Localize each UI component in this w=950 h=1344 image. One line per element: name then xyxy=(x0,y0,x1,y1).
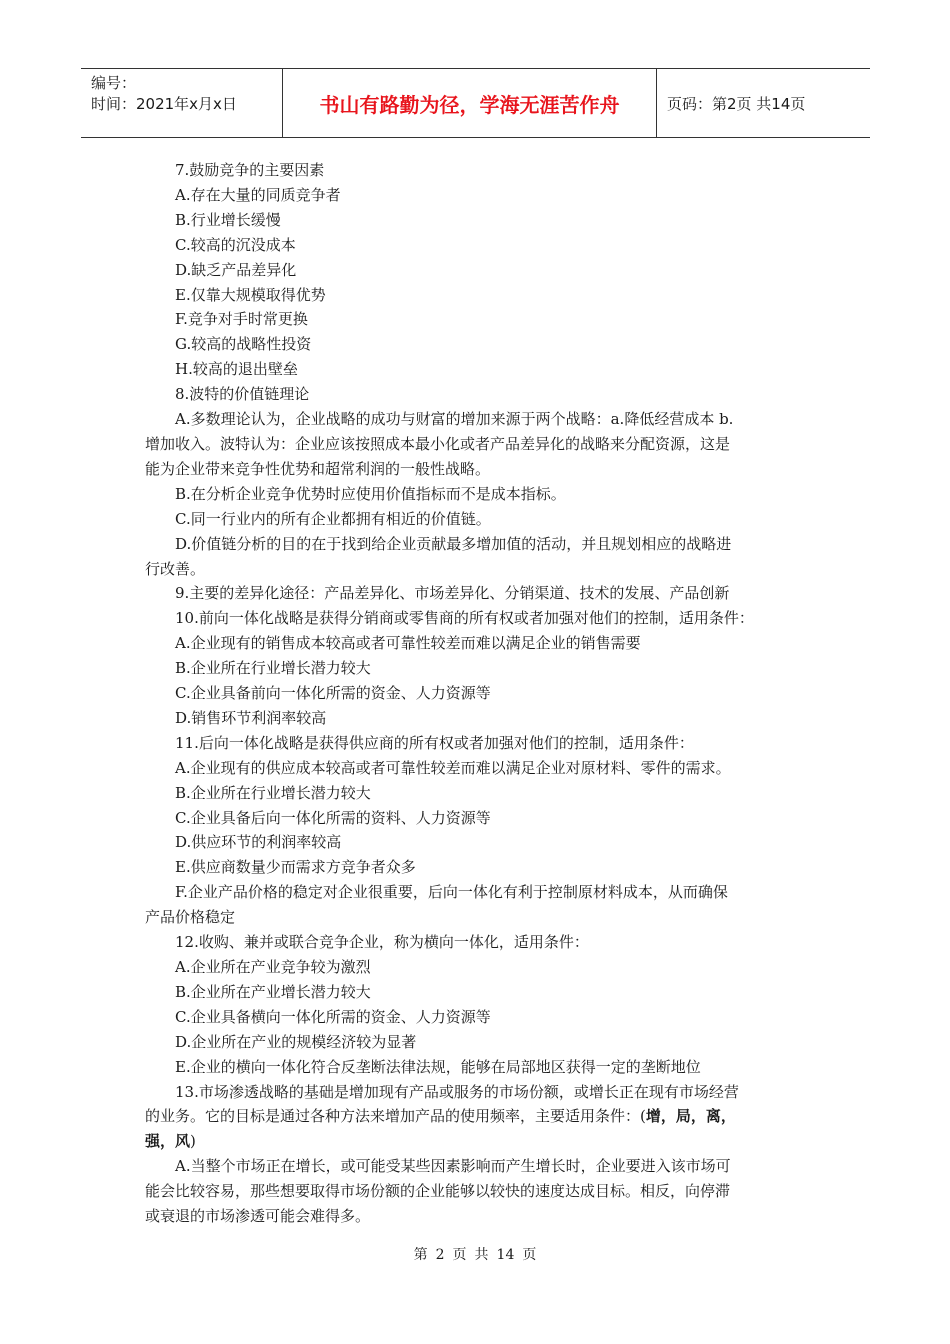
list-item: D.缺乏产品差异化 xyxy=(175,260,297,279)
list-item: A.企业现有的销售成本较高或者可靠性较差而难以满足企业的销售需要 xyxy=(175,634,641,653)
mnemonic-text: 强，风 xyxy=(145,1132,191,1151)
heading-9: 9.主要的差异化途径：产品差异化、市场差异化、分销渠道、技术的发展、产品创新 xyxy=(175,584,730,603)
footer-word: 第 xyxy=(413,1247,428,1263)
time-label: 时间：2021年x月x日 xyxy=(91,95,237,113)
page-footer xyxy=(0,1244,950,1264)
paragraph-line: 能会比较容易，那些想要取得市场份额的企业能够以较快的速度达成目标。相反，向停滞 xyxy=(145,1182,731,1201)
list-item: C.企业具备横向一体化所需的资金、人力资源等 xyxy=(175,1007,491,1026)
mnemonic-text: 增，局，离， xyxy=(645,1107,736,1126)
paragraph-line: A.当整个市场正在增长，或可能受某些因素影响而产生增长时，企业要进入该市场可 xyxy=(175,1157,731,1176)
footer-word: 页 xyxy=(522,1247,537,1263)
list-item: A.企业现有的供应成本较高或者可靠性较差而难以满足企业对原材料、零件的需求。 xyxy=(175,758,731,777)
heading-7: 7.鼓励竞争的主要因素 xyxy=(175,161,325,179)
header-motto: 书山有路勤为径，学海无涯苦作舟 xyxy=(283,69,657,137)
heading-8: 8.波特的价值链理论 xyxy=(175,385,310,404)
paragraph-line: F.企业产品价格的稳定对企业很重要，后向一体化有利于控制原材料成本，从而确保 xyxy=(175,883,728,902)
header-meta xyxy=(81,69,283,137)
heading-10: 10.前向一体化战略是获得分销商或零售商的所有权或者加强对他们的控制，适用条件： xyxy=(175,609,754,628)
text-run: 的业务。它的目标是通过各种方法来增加产品的使用频率，主要适用条件：( xyxy=(145,1107,646,1126)
paragraph-line: D.价值链分析的目的在于找到给企业贡献最多增加值的活动，并且规划相应的战略进 xyxy=(175,534,732,553)
list-item: B.企业所在行业增长潜力较大 xyxy=(175,659,371,678)
document-body xyxy=(145,158,805,1229)
list-item: C.企业具备后向一体化所需的资料、人力资源等 xyxy=(175,808,491,827)
list-item: F.竞争对手时常更换 xyxy=(175,310,308,329)
list-item: B.企业所在产业增长潜力较大 xyxy=(175,982,371,1001)
footer-word: 页 xyxy=(452,1247,467,1263)
list-item: E.供应商数量少而需求方竞争者众多 xyxy=(175,858,416,877)
paragraph-line: 增加收入。波特认为：企业应该按照成本最小化或者产品差异化的战略来分配资源，这是 xyxy=(145,434,731,453)
paragraph-line: 行改善。 xyxy=(145,559,206,578)
list-item: D.企业所在产业的规模经济较为显著 xyxy=(175,1032,417,1051)
list-item: B.在分析企业竞争优势时应使用价值指标而不是成本指标。 xyxy=(175,484,566,503)
list-item: H.较高的退出壁垒 xyxy=(175,360,298,379)
footer-total-pages: 14 xyxy=(496,1247,515,1263)
list-item: E.仅靠大规模取得优势 xyxy=(175,285,326,304)
list-item: E.企业的横向一体化符合反垄断法律法规，能够在局部地区获得一定的垄断地位 xyxy=(175,1057,701,1076)
heading-11: 11.后向一体化战略是获得供应商的所有权或者加强对他们的控制，适用条件： xyxy=(175,733,694,752)
paragraph-line xyxy=(145,1104,805,1129)
list-item: A.企业所在产业竞争较为激烈 xyxy=(175,958,371,976)
paragraph-line: 产品价格稳定 xyxy=(145,908,236,927)
list-item: A.存在大量的同质竞争者 xyxy=(175,185,341,204)
paragraph-line: 能为企业带来竞争性优势和超常利润的一般性战略。 xyxy=(145,459,491,478)
header-page-info: 页码：第2页 共14页 xyxy=(667,94,806,113)
heading-12: 12.收购、兼并或联合竞争企业，称为横向一体化，适用条件： xyxy=(175,933,589,952)
page-header xyxy=(81,68,870,138)
list-item: D.供应环节的利润率较高 xyxy=(175,833,342,852)
footer-page-number: 2 xyxy=(435,1247,445,1263)
list-item: G.较高的战略性投资 xyxy=(175,335,312,354)
list-item: B.行业增长缓慢 xyxy=(175,210,281,229)
list-item: C.同一行业内的所有企业都拥有相近的价值链。 xyxy=(175,509,491,528)
list-item: C.较高的沉没成本 xyxy=(175,235,296,254)
paragraph-line: 或衰退的市场渗透可能会难得多。 xyxy=(145,1207,371,1226)
number-label: 编号： xyxy=(91,74,137,92)
list-item: D.销售环节利润率较高 xyxy=(175,708,327,727)
paragraph-line: A.多数理论认为，企业战略的成功与财富的增加来源于两个战略：a.降低经营成本 b. xyxy=(175,410,734,429)
footer-word: 共 xyxy=(474,1247,489,1263)
text-run: ) xyxy=(190,1132,196,1151)
list-item: C.企业具备前向一体化所需的资金、人力资源等 xyxy=(175,684,491,703)
list-item: B.企业所在行业增长潜力较大 xyxy=(175,783,371,802)
paragraph-line xyxy=(145,1129,805,1154)
heading-13: 13.市场渗透战略的基础是增加现有产品或服务的市场份额，或增长正在现有市场经营 xyxy=(175,1082,739,1101)
